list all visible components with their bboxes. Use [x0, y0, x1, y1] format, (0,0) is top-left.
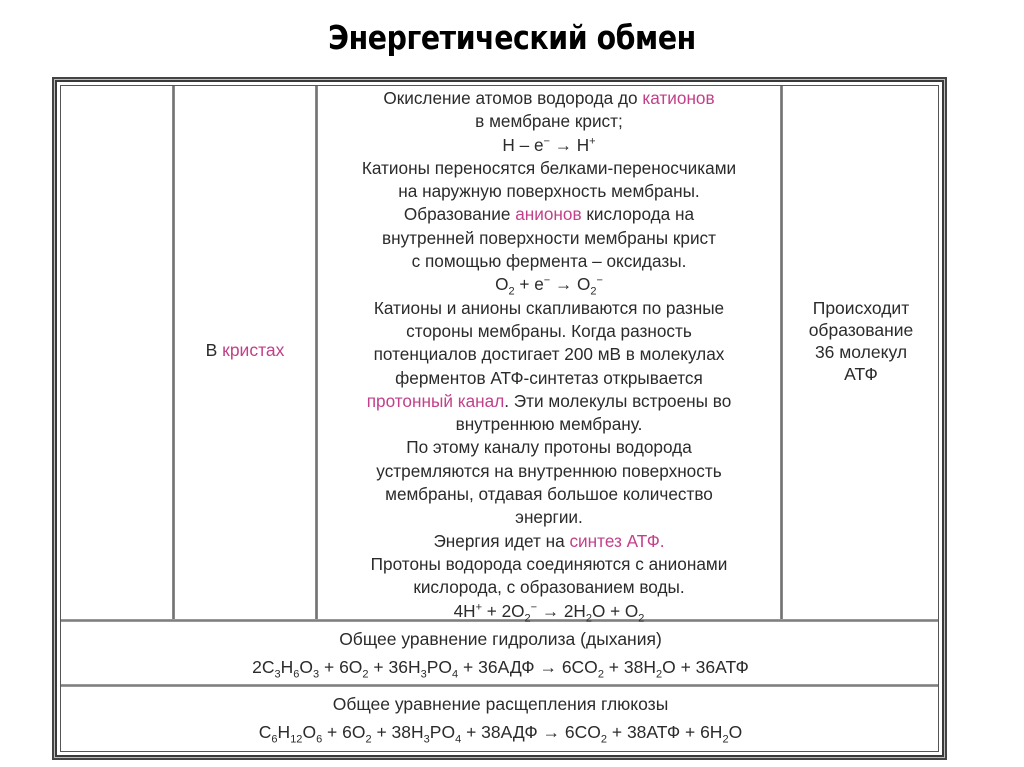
highlight-atp-synthesis: синтез АТФ. — [569, 530, 665, 551]
energy-metabolism-table — [55, 80, 944, 757]
desc-line: протонный канал. Эти молекулы встроены во — [366, 390, 732, 411]
respiration-equation-title: Общее уравнение гидролиза (дыхания) — [339, 629, 662, 649]
desc-line: внутреннюю мембрану. — [455, 414, 643, 435]
cell-stage-empty — [62, 86, 172, 619]
highlight-cations: катионов — [642, 88, 715, 108]
desc-line: Образование анионов кислорода на — [403, 204, 695, 225]
desc-line: кислорода, с образованием воды. — [413, 577, 685, 598]
desc-line: По этому каналу протоны водорода — [406, 437, 692, 458]
desc-line: энергии. — [515, 507, 583, 528]
desc-line: Энергия идет на синтез АТФ. — [433, 530, 665, 551]
desc-line: в мембране крист; — [475, 111, 623, 132]
equation-water-formation: $4H^+ + 2O_2^- \to 2H_2O + O_2$ — [453, 600, 645, 624]
process-description-text — [362, 87, 736, 623]
cell-location — [175, 86, 315, 619]
desc-line: устремляются на внутреннюю поверхность — [376, 460, 722, 481]
cell-process-description — [318, 86, 780, 624]
result-text: Происходит образование 36 молекул АТФ — [808, 297, 914, 384]
cell-result — [783, 86, 939, 619]
desc-line: Окисление атомов водорода до катионов — [383, 88, 715, 108]
desc-line: мембраны, отдавая большое количество — [385, 484, 713, 505]
desc-line: Протоны водорода соединяются с анионами — [370, 553, 728, 574]
slide-title: Энергетический обмен — [328, 18, 696, 57]
cell-glucose-equation — [62, 687, 939, 749]
desc-line: потенциалов достигает 200 мВ в молекулах — [373, 344, 725, 365]
desc-line: на наружную поверхность мембраны. — [398, 181, 700, 202]
respiration-equation: $2C_3H_6O_3 + 6O_2 + 36H_3PO_4 + 36АДФ \to 6CO_2 + 38H_2O + 36АТФ$ — [252, 657, 749, 681]
desc-line: стороны мембраны. Когда разность — [406, 320, 692, 341]
desc-line: ферментов АТФ-синтетаз открывается — [395, 367, 703, 388]
desc-line: Катионы переносятся белками-переносчиками — [361, 157, 737, 178]
cell-respiration-equation — [62, 622, 939, 684]
highlight-anions: анионов — [515, 204, 582, 225]
location-highlight: кристах — [222, 339, 285, 360]
equation-hydrogen-oxidation: H – e− → H+ — [502, 134, 596, 155]
desc-line: Катионы и анионы скапливаются по разные — [373, 297, 725, 318]
equation-oxygen-reduction: $O_2 + e^- \to O_2^-$ — [495, 274, 603, 298]
glucose-equation: $C_6H_{12}O_6 + 6O_2 + 38H_3PO_4 + 38АДФ \to 6CO_2 + 38АТФ + 6H_2O$ — [258, 722, 743, 746]
location-label: В кристах — [205, 339, 285, 360]
desc-line: внутренней поверхности мембраны крист — [381, 227, 717, 248]
desc-line: с помощью фермента – оксидазы. — [411, 251, 687, 272]
glucose-equation-title: Общее уравнение расщепления глюкозы — [332, 694, 669, 714]
highlight-proton-channel: протонный канал — [366, 390, 505, 411]
